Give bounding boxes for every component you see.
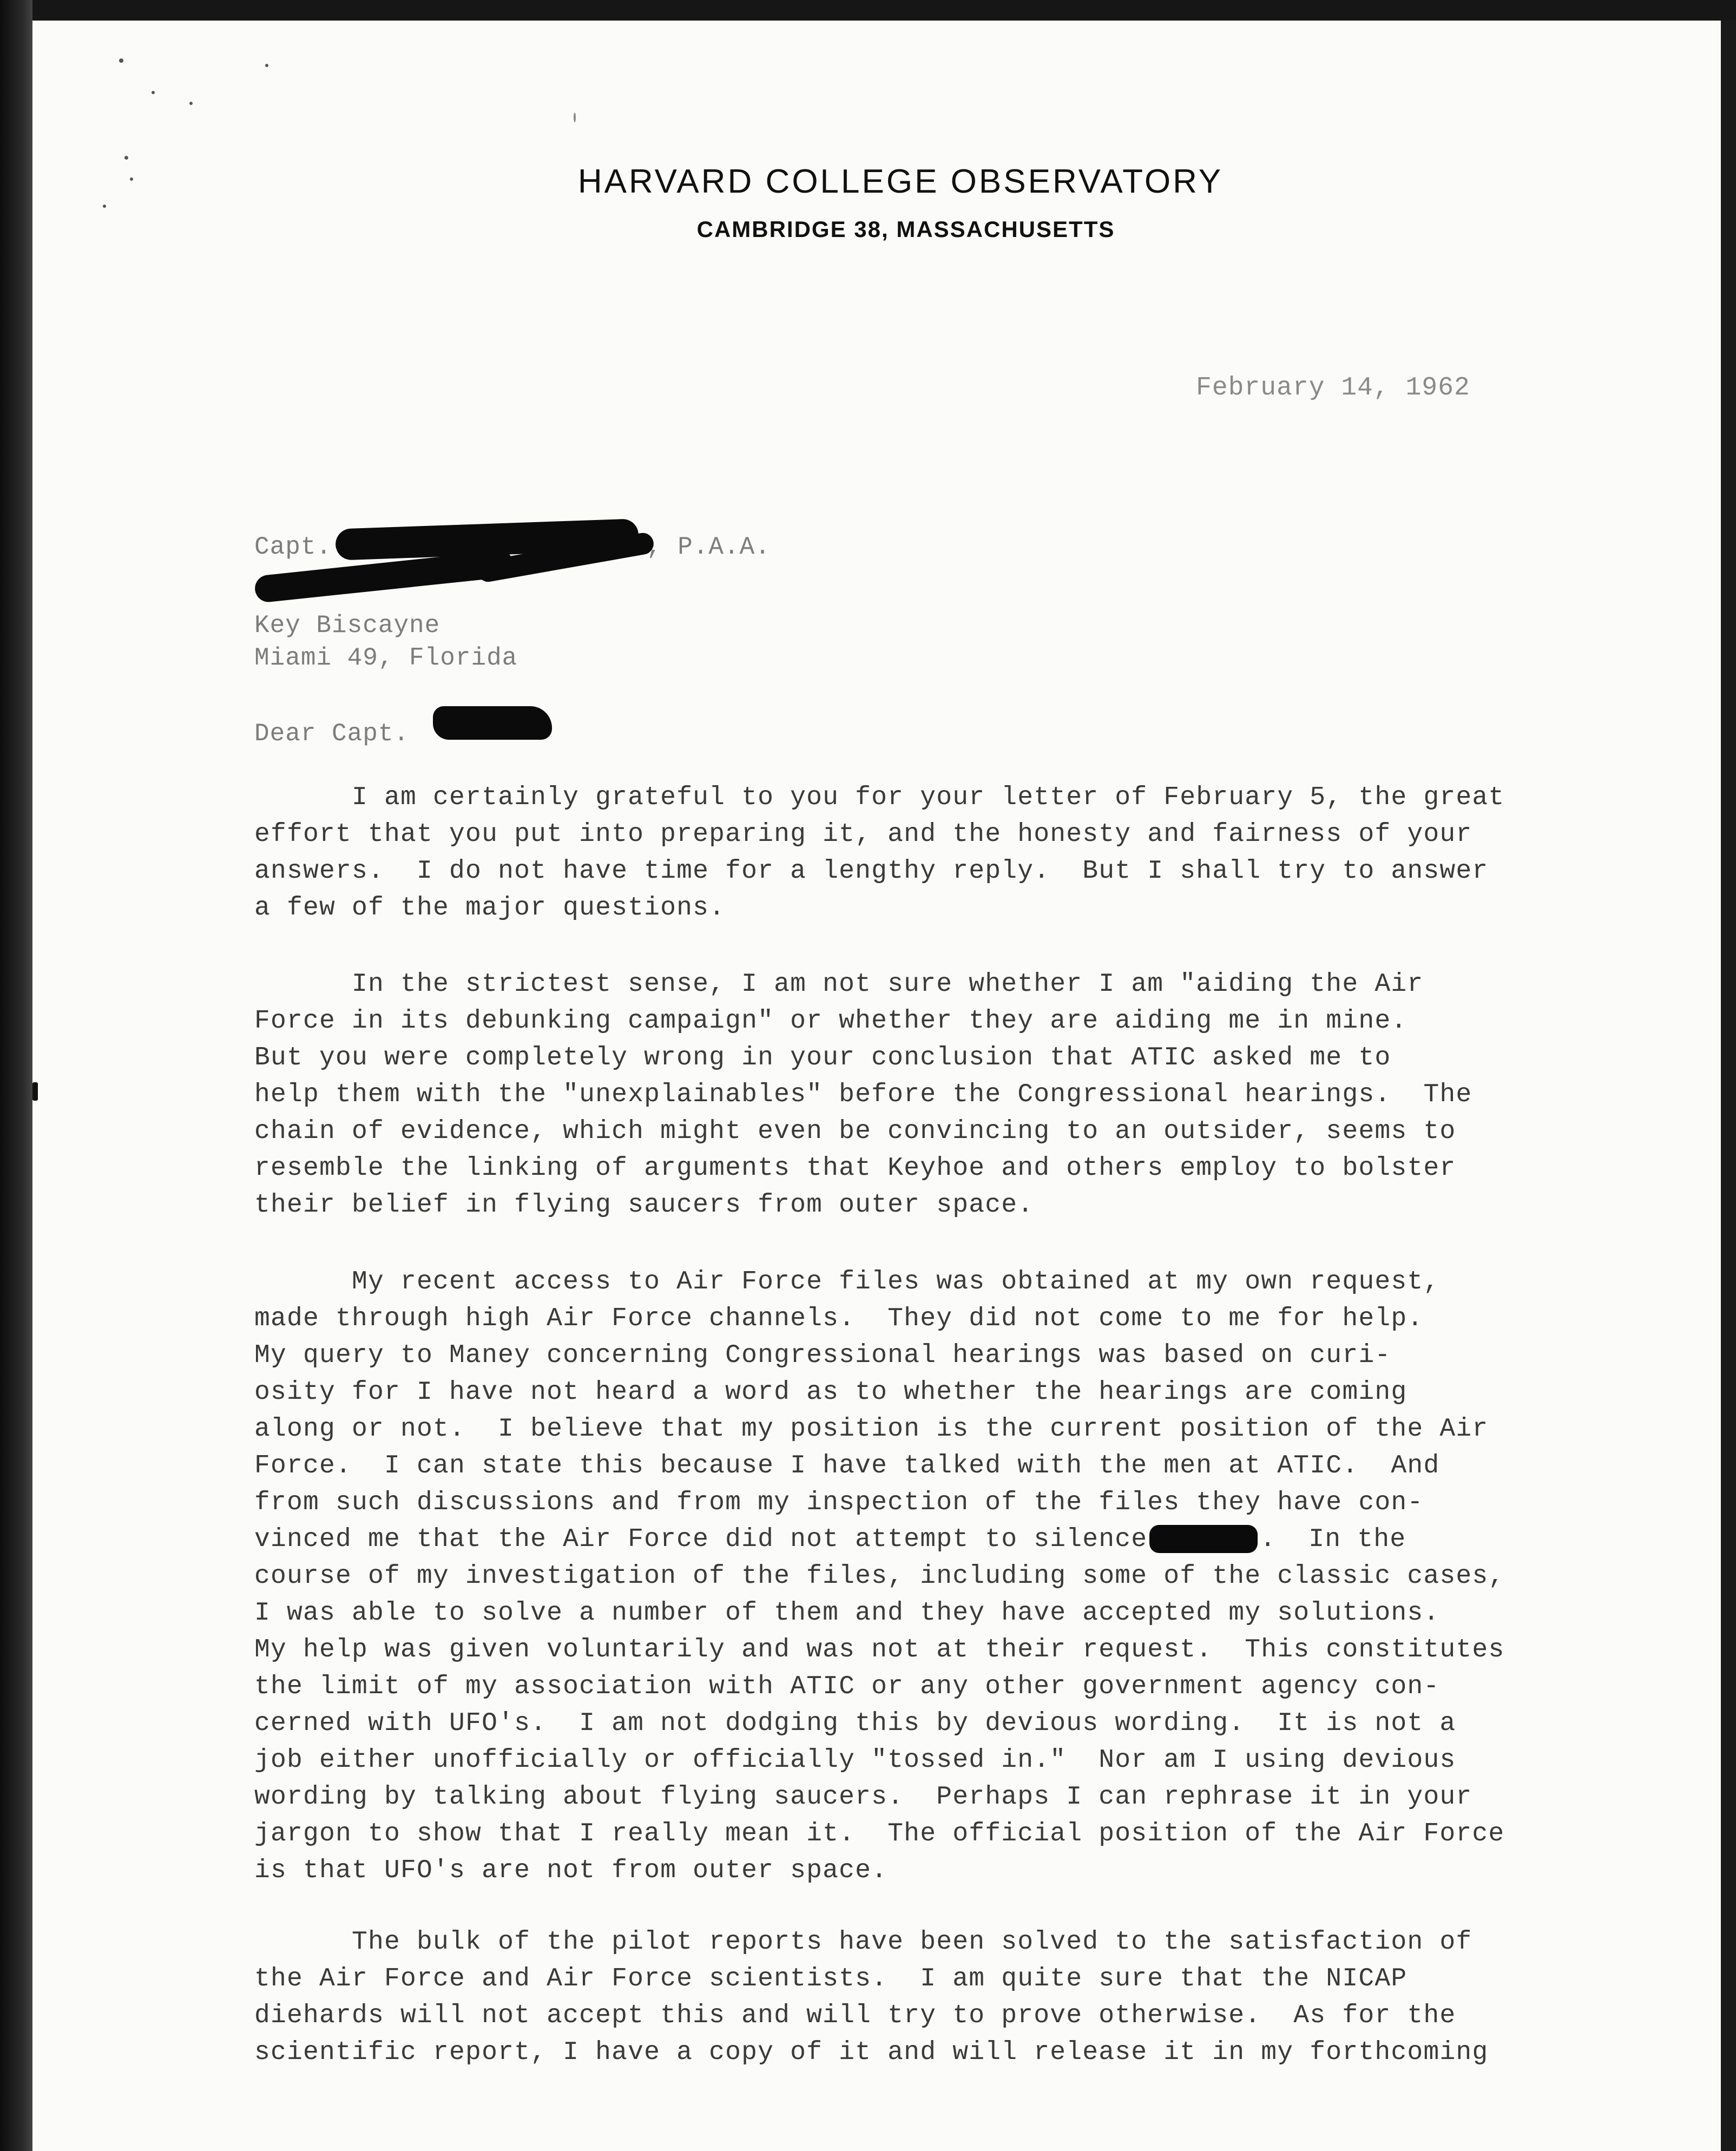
text-line: answers. I do not have time for a lengthy reply. But I shall try to answer: [254, 857, 1489, 886]
text-line: their belief in flying saucers from outer space.: [254, 1190, 1034, 1220]
recipient-line1-suffix: , P.A.A.: [647, 533, 771, 561]
salutation: Dear Capt.: [254, 720, 410, 748]
text-line: diehards will not accept this and will try to prove otherwise. As for the: [254, 2001, 1456, 2030]
film-border-left: [0, 0, 32, 2151]
text-line: wording by talking about flying saucers. Perhaps I can rephrase it in your: [254, 1782, 1472, 1812]
text-line: cerned with UFO's. I am not dodging this by devious wording. It is not a: [254, 1709, 1456, 1738]
text-line: scientific report, I have a copy of it and will release it in my forthcoming: [254, 2038, 1489, 2067]
paragraph-1: [254, 779, 1553, 926]
text-line: [254, 1521, 1553, 1558]
recipient-line1-prefix: Capt.: [254, 533, 332, 561]
text-line: job either unofficially or officially "tossed in." Nor am I using devious: [254, 1746, 1456, 1775]
silence-line-start: vinced me that the Air Force did not attempt to silence: [254, 1525, 1148, 1554]
text-line: along or not. I believe that my position is the current position of the Air: [254, 1415, 1489, 1444]
text-line: jargon to show that I really mean it. The official position of the Air Force: [254, 1819, 1505, 1849]
paragraph-4: [254, 1924, 1553, 2071]
text-line: In the strictest sense, I am not sure whether I am "aiding the Air: [254, 970, 1424, 999]
text-line: My help was given voluntarily and was not at their request. This constitutes: [254, 1635, 1505, 1665]
letterhead-address: CAMBRIDGE 38, MASSACHUSETTS: [696, 216, 1115, 242]
text-line: help them with the "unexplainables" before the Congressional hearings. The: [254, 1080, 1472, 1109]
text-line: course of my investigation of the files, including some of the classic cases,: [254, 1562, 1505, 1591]
letter-date: February 14, 1962: [1196, 373, 1470, 403]
text-line: a few of the major questions.: [254, 893, 726, 923]
silence-line-end: . In the: [1260, 1525, 1406, 1554]
text-line: The bulk of the pilot reports have been solved to the satisfaction of: [254, 1928, 1472, 1957]
text-line: osity for I have not heard a word as to whether the hearings are coming: [254, 1378, 1408, 1407]
letterhead-institution: HARVARD COLLEGE OBSERVATORY: [577, 163, 1224, 200]
text-line: My recent access to Air Force files was obtained at my own request,: [254, 1267, 1440, 1297]
redaction-salutation-name: [433, 706, 552, 740]
text-line: I was able to solve a number of them and they have accepted my solutions.: [254, 1599, 1440, 1628]
film-border-top: [0, 0, 1736, 21]
text-line: made through high Air Force channels. They did not come to me for help.: [254, 1304, 1424, 1333]
text-line: Force in its debunking campaign" or whether they are aiding me in mine.: [254, 1007, 1408, 1036]
recipient-line2: Key Biscayne: [254, 611, 440, 640]
text-line: the limit of my association with ATIC or any other government agency con-: [254, 1672, 1440, 1701]
redaction-silenced-name: [1149, 1525, 1258, 1553]
text-line: resemble the linking of arguments that Keyhoe and others employ to bolster: [254, 1154, 1456, 1183]
margin-mark: [32, 1082, 38, 1101]
text-line: from such discussions and from my inspection of the files they have con-: [254, 1488, 1424, 1517]
text-line: chain of evidence, which might even be convincing to an outsider, seems to: [254, 1117, 1456, 1146]
paragraph-2: [254, 966, 1553, 1223]
text-line: But you were completely wrong in your conclusion that ATIC asked me to: [254, 1043, 1391, 1073]
text-line: My query to Maney concerning Congressional hearings was based on curi-: [254, 1341, 1391, 1370]
recipient-line3: Miami 49, Florida: [254, 644, 518, 672]
text-line: Force. I can state this because I have talked with the men at ATIC. And: [254, 1451, 1440, 1481]
paragraph-3: [254, 1264, 1553, 1889]
text-line: the Air Force and Air Force scientists. I am quite sure that the NICAP: [254, 1964, 1408, 1994]
text-line: effort that you put into preparing it, and the honesty and fairness of your: [254, 820, 1472, 849]
text-line: I am certainly grateful to you for your letter of February 5, the great: [254, 783, 1505, 812]
text-line: is that UFO's are not from outer space.: [254, 1856, 888, 1885]
